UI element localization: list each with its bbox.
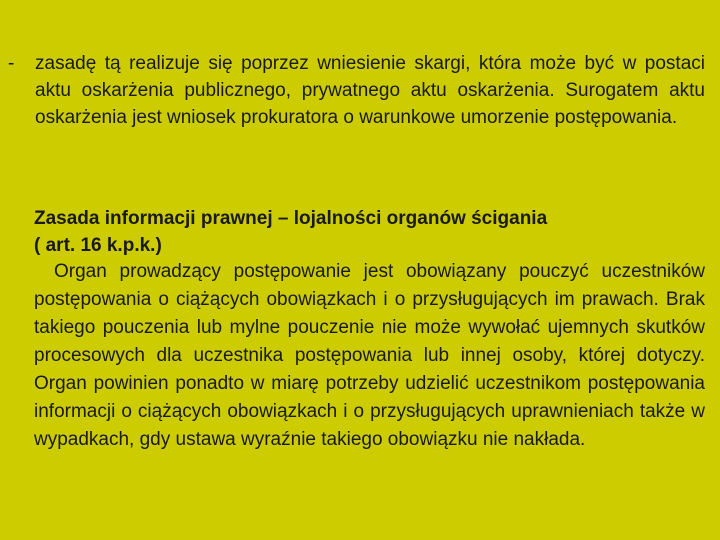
section-heading [34,205,704,259]
bullet-marker: - [8,53,15,74]
bullet-item [8,50,708,131]
section-heading-reference: ( art. 16 k.p.k.) [34,235,162,256]
bullet-text: zasadę tą realizuje się poprzez wniesienie skargi, która może być w postaci aktu oskarżenia publicznego, prywatnego aktu oskarżenia. Surogatem aktu oskarżenia jest wniosek prokuratora o warunkowe umorzenie postępowania. [35,53,705,128]
section-heading-title: Zasada informacji prawnej – lojalności organów ścigania [34,208,548,229]
body-paragraph: Organ prowadzący postępowanie jest obowiązany pouczyć uczestników postępowania o ciążących obowiązkach i o przysługujących im prawach. Brak takiego pouczenia lub mylne pouczenie nie może wywołać ujemnych skutków procesowych dla uczestnika postępowania lub innej osoby, której dotyczy. Organ powinien ponadto w miarę potrzeby udzielić uczestnikom postępowania informacji o ciążących obowiązkach i o przysługujących uprawnieniach także w wypadkach, gdy ustawa wyraźnie takiego obowiązku nie nakłada. [34,261,705,450]
